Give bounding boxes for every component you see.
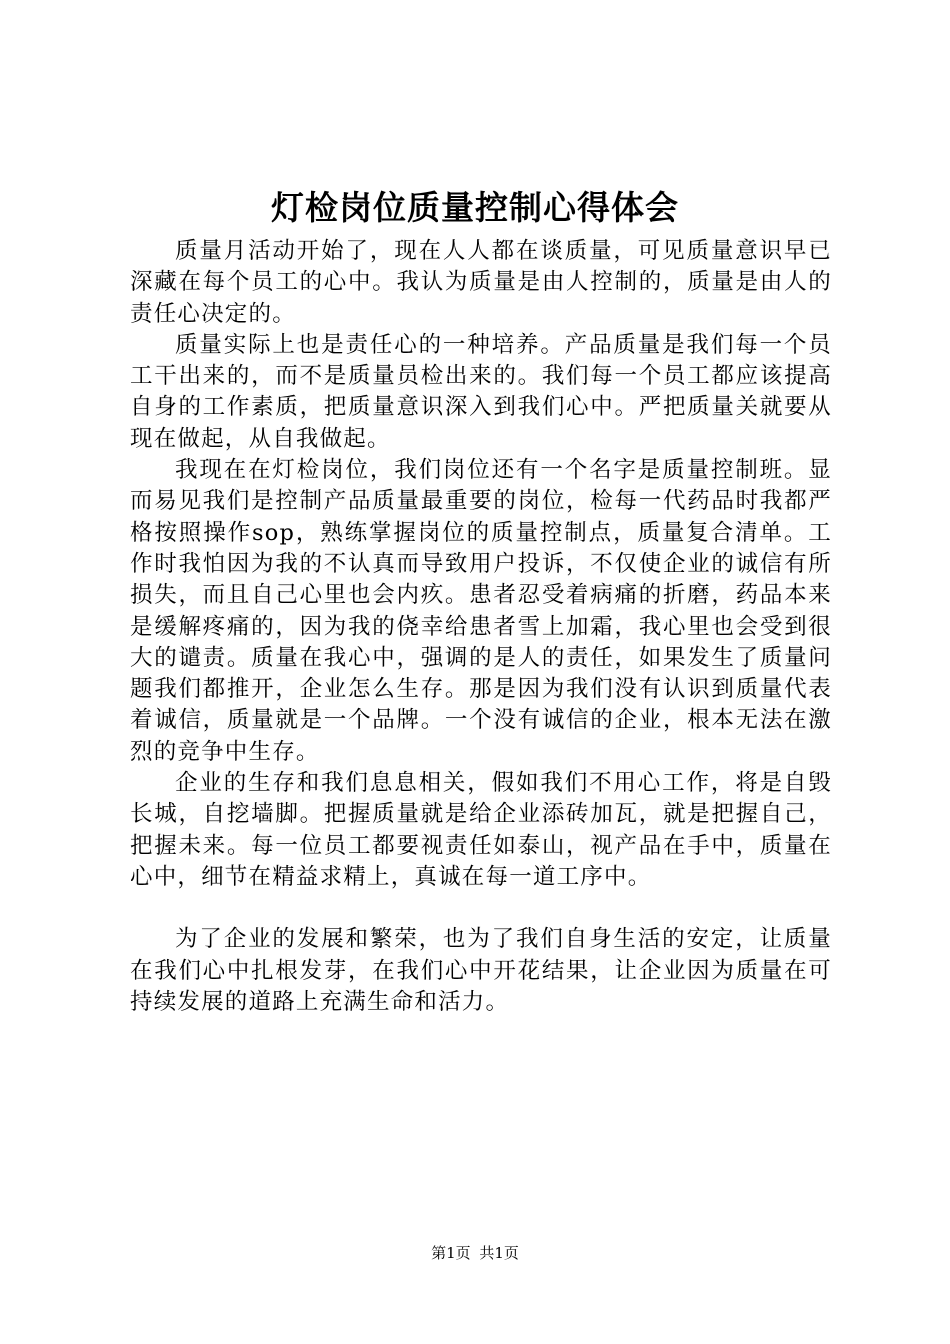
paragraph-1: 质量月活动开始了，现在人人都在谈质量，可见质量意识早已深藏在每个员工的心中。我认为质量是由人控制的，质量是由人的责任心决定的。 bbox=[130, 238, 832, 327]
paragraph-3: 我现在在灯检岗位，我们岗位还有一个名字是质量控制班。显而易见我们是控制产品质量最重要的岗位，检每一代药品时我都严格按照操作sop，熟练掌握岗位的质量控制点，质量复合清单。工作时我怕因为我的不认真而导致用户投诉，不仅使企业的诚信有所损失，而且自己心里也会内疚。患者忍受着病痛的折磨，药品本来是缓解疼痛的，因为我的侥幸给患者雪上加霜，我心里也会受到很大的谴责。质量在我心中，强调的是人的责任，如果发生了质量问题我们都推开，企业怎么生存。那是因为我们没有认识到质量代表着诚信，质量就是一个品牌。一个没有诚信的企业，根本无法在激烈的竞争中生存。 bbox=[130, 457, 832, 765]
page-total: 共1页 bbox=[479, 1244, 519, 1262]
document-title: 灯检岗位质量控制心得体会 bbox=[271, 188, 679, 227]
page-footer bbox=[0, 1243, 950, 1263]
page-number: 第1页 bbox=[431, 1244, 471, 1262]
paragraph-gap bbox=[130, 893, 832, 924]
paragraph-5: 为了企业的发展和繁荣，也为了我们自身生活的安定，让质量在我们心中扎根发芽，在我们心中开花结果，让企业因为质量在可持续发展的道路上充满生命和活力。 bbox=[130, 926, 832, 1015]
document-body bbox=[130, 236, 832, 1018]
paragraph-4: 企业的生存和我们息息相关，假如我们不用心工作，将是自毁长城，自挖墙脚。把握质量就是给企业添砖加瓦，就是把握自己，把握未来。每一位员工都要视责任如泰山，视产品在手中，质量在心中，细节在精益求精上，真诚在每一道工序中。 bbox=[130, 770, 832, 890]
paragraph-2: 质量实际上也是责任心的一种培养。产品质量是我们每一个员工干出来的，而不是质量员检出来的。我们每一个员工都应该提高自身的工作素质，把质量意识深入到我们心中。严把质量关就要从现在做起，从自我做起。 bbox=[130, 331, 832, 452]
